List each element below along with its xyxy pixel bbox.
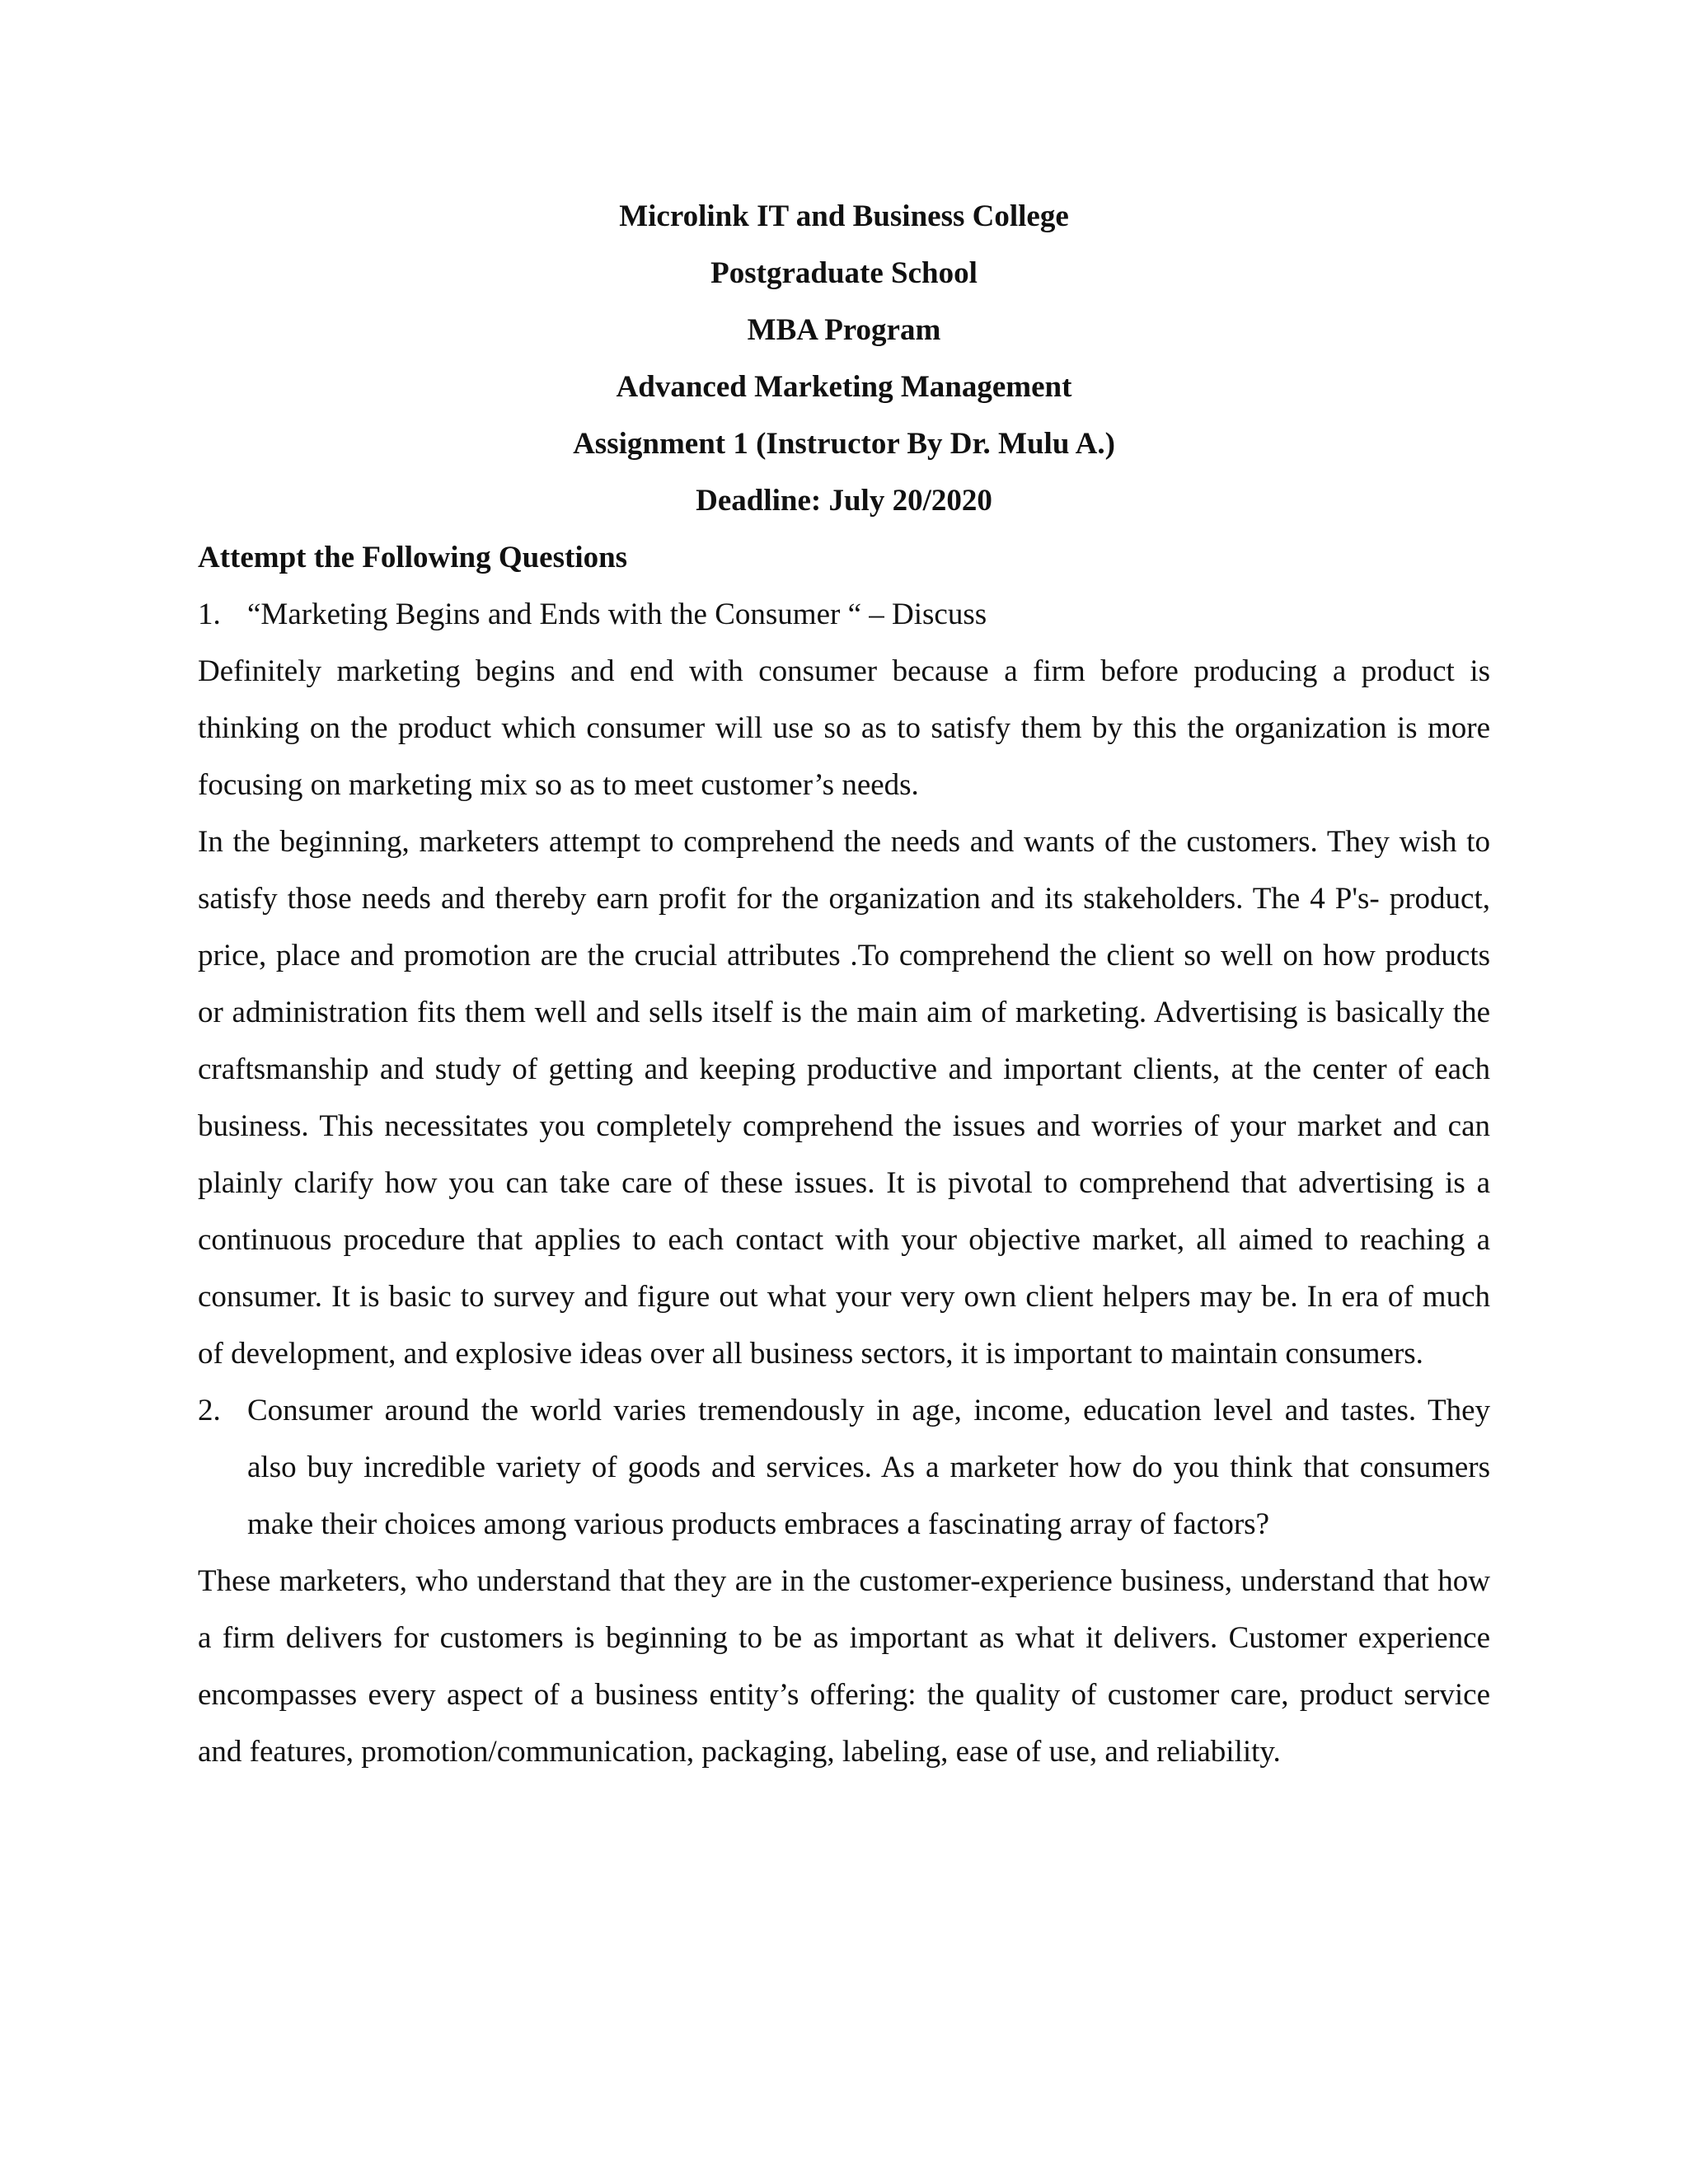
question-1 xyxy=(198,586,1490,643)
question-text: “Marketing Begins and Ends with the Consumer “ – Discuss xyxy=(247,598,987,631)
question-2 xyxy=(198,1382,1490,1553)
answer-paragraph: In the beginning, marketers attempt to comprehend the needs and wants of the customers. They wish to satisfy those needs and thereby earn profit for the organization and its stakeholders. The 4 P's- product, price, place and promotion are the crucial attributes .To comprehend the client so well on how products or administration fits them well and sells itself is the main aim of marketing. Advertising is basically the craftsmanship and study of getting and keeping productive and important clients, at the center of each business. This necessitates you completely comprehend the issues and worries of your market and can plainly clarify how you can take care of these issues. It is pivotal to comprehend that advertising is a continuous procedure that applies to each contact with your objective market, all aimed to reaching a consumer. It is basic to survey and figure out what your very own client helpers may be. In era of much of development, and explosive ideas over all business sectors, it is important to maintain consumers. xyxy=(198,825,1490,1371)
answer-paragraph: These marketers, who understand that they are in the customer-experience business, understand that how a firm delivers for customers is beginning to be as important as what it delivers. Customer experience encompasses every aspect of a business entity’s offering: the quality of customer care, product service and features, promotion/communication, packaging, labeling, ease of use, and reliability. xyxy=(198,1564,1490,1769)
program-name: MBA Program xyxy=(747,313,941,347)
question-text: Consumer around the world varies tremendously in age, income, education level and tastes. They also buy incredible variety of goods and services. As a marketer how do you think that consumers make their choices among various products embraces a fascinating array of factors? xyxy=(247,1394,1490,1541)
course-title: Advanced Marketing Management xyxy=(616,370,1072,404)
document-header xyxy=(198,188,1490,529)
college-name: Microlink IT and Business College xyxy=(619,199,1069,233)
question-number: 2. xyxy=(198,1394,221,1427)
document-page xyxy=(198,188,1490,1780)
answer-paragraph: Definitely marketing begins and end with consumer because a firm before producing a product is thinking on the product which consumer will use so as to satisfy them by this the organization is more focusing on marketing mix so as to meet customer’s needs. xyxy=(198,654,1490,802)
instructions-heading: Attempt the Following Questions xyxy=(198,541,628,574)
deadline: Deadline: July 20/2020 xyxy=(696,484,992,518)
assignment-title: Assignment 1 (Instructor By Dr. Mulu A.) xyxy=(573,427,1115,461)
school-name: Postgraduate School xyxy=(710,256,978,290)
question-number: 1. xyxy=(198,598,221,631)
